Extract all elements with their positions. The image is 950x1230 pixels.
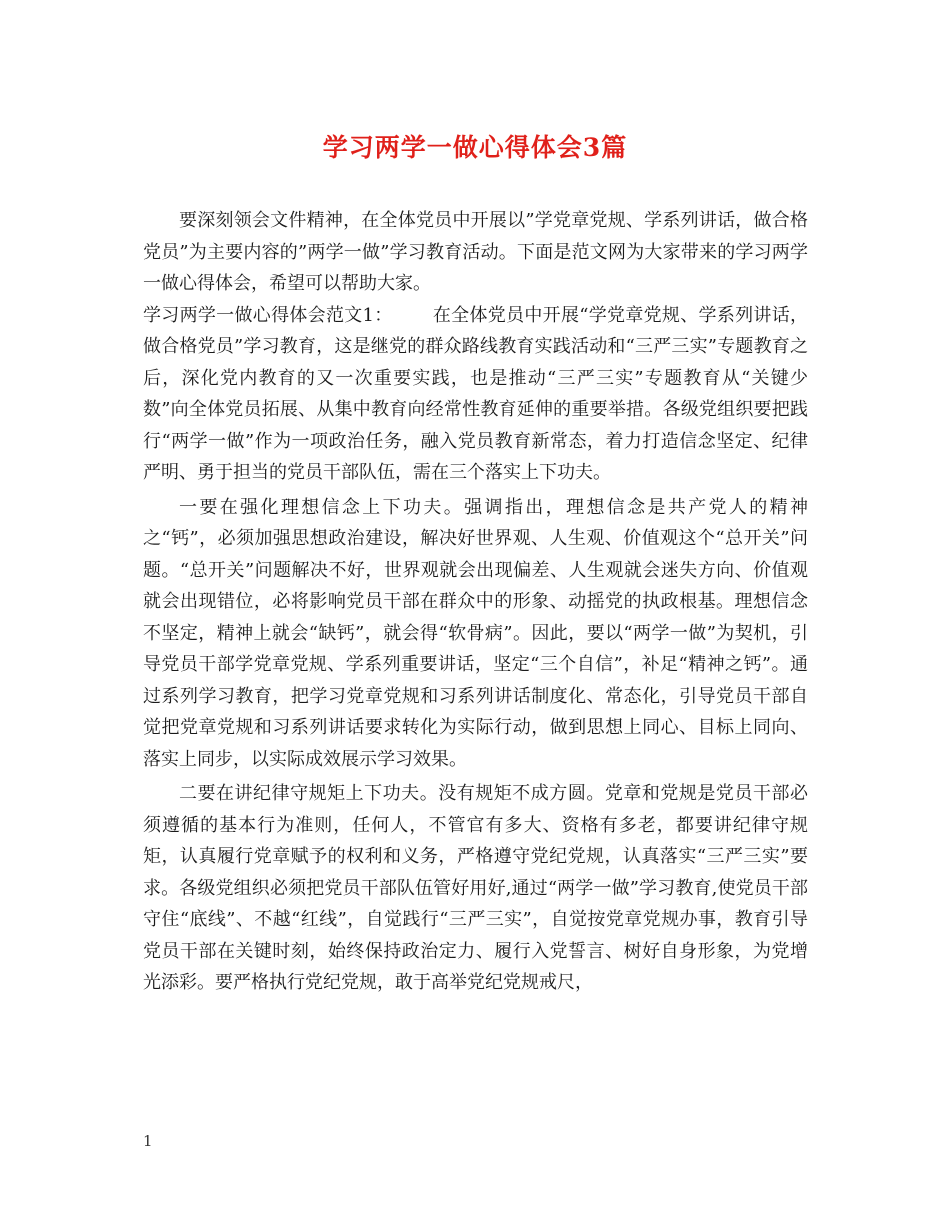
- intro-paragraph: 要深刻领会文件精神，在全体党员中开展以”学党章党规、学系列讲话，做合格党员”为主要内容的”两学一做”学习教育活动。下面是范文网为大家带来的学习两学一做心得体会，希望可以帮助大家。: [143, 210, 808, 294]
- body-paragraph-2: 二要在讲纪律守规矩上下功夫。没有规矩不成方圆。党章和党规是党员干部必须遵循的基本行为准则，任何人，不管官有多大、资格有多老，都要讲纪律守规矩，认真履行党章赋予的权利和义务，严格遵守党纪党规，认真落实“三严三实”要求。各级党组织必须把党员干部队伍管好用好,通过“两学一做”学习教育,使党员干部守住“底线”、不越“红线”，自觉践行“三严三实”，自觉按党章党规办事，教育引导党员干部在关键时刻，始终保持政治定力、履行入党誓言、树好自身形象，为党增光添彩。要严格执行党纪党规，敢于高举党纪党规戒尺，: [143, 783, 808, 993]
- section-text: 在全体党员中开展“学党章党规、学系列讲话，做合格党员”学习教育，这是继党的群众路线教育实践活动和“三严三实”专题教育之后，深化党内教育的又一次重要实践，也是推动“三严三实”专题教育从“关键少数”向全体党员拓展、从集中教育向经常性教育延伸的重要举措。各级党组织要把践行“两学一做”作为一项政治任务，融入党员教育新常态，着力打造信念坚定、纪律严明、勇于担当的党员干部队伍，需在三个落实上下功夫。: [143, 304, 809, 483]
- body-paragraph-1: 一要在强化理想信念上下功夫。强调指出，理想信念是共产党人的精神之“钙”，必须加强思想政治建设，解决好世界观、人生观、价值观这个“总开关”问题。“总开关”问题解决不好，世界观就会出现偏差、人生观就会迷失方向、价值观就会出现错位，必将影响党员干部在群众中的形象、动摇党的执政根基。理想信念不坚定，精神上就会“缺钙”，就会得“软骨病”。因此，要以“两学一做”为契机，引导党员干部学党章党规、学系列重要讲话，坚定“三个自信”，补足“精神之钙”。通过系列学习教育，把学习党章党规和习系列讲话制度化、常态化，引导党员干部自觉把党章党规和习系列讲话要求转化为实际行动，做到思想上同心、目标上同向、落实上同步，以实际成效展示学习效果。: [143, 496, 808, 770]
- section-paragraph: [143, 300, 808, 489]
- document-body: [143, 205, 808, 999]
- section-heading: 学习两学一做心得体会范文1：: [143, 304, 393, 326]
- document-title: 学习两学一做心得体会3篇: [322, 133, 628, 162]
- page-number: 1: [143, 1132, 153, 1150]
